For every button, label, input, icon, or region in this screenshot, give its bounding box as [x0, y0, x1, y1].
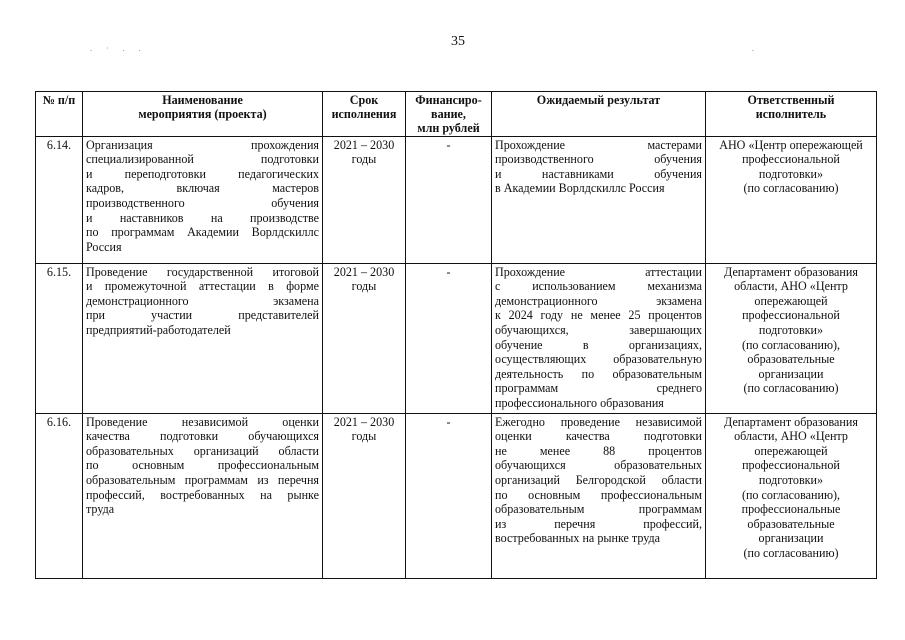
table-row [36, 263, 877, 413]
expected-result: Ежегодно проведение независимой оценки качества подготовки не менее 88 процентов обучающихся образовательных организаций Белгородской области по основным профессиональным образовательным программам из перечня профессий, востребованных на рынке труда [492, 413, 706, 578]
header-result: Ожидаемый результат [492, 92, 706, 137]
measure-name: Организация прохождения специализированной подготовки и переподготовки педагогических кадров, включая мастеров производственного обучения и наставников на производстве по программам Академии Ворлдскиллс Россия [83, 136, 323, 263]
table-row [36, 136, 877, 263]
scan-specks-right: . [752, 44, 760, 53]
header-finance: Финансиро- вание, млн рублей [406, 92, 492, 137]
header-term: Срок исполнения [323, 92, 406, 137]
term: 2021 – 2030 годы [323, 413, 406, 578]
header-responsible: Ответственный исполнитель [706, 92, 877, 137]
term: 2021 – 2030 годы [323, 136, 406, 263]
header-num: № п/п [36, 92, 83, 137]
expected-result: Прохождение аттестации с использованием механизма демонстрационного экзамена к 2024 году не менее 25 процентов обучающихся, завершающих обучение в организациях, осуществляющих образовательную деятельность по образовательным программам среднего профессионального образования [492, 263, 706, 413]
term: 2021 – 2030 годы [323, 263, 406, 413]
scan-specks-left: . · . . [90, 44, 147, 53]
row-number: 6.16. [36, 413, 83, 578]
table-header-row [36, 92, 877, 137]
measures-table [35, 91, 877, 579]
finance: - [406, 263, 492, 413]
row-number: 6.14. [36, 136, 83, 263]
measure-name: Проведение государственной итоговой и промежуточной аттестации в форме демонстрационного экзамена при участии представителей предприятий-работодателей [83, 263, 323, 413]
header-name: Наименование мероприятия (проекта) [83, 92, 323, 137]
finance: - [406, 136, 492, 263]
responsible: Департамент образования области, АНО «Центр опережающей профессиональной подготовки» (по согласованию), образовательные организации (по согласованию) [706, 263, 877, 413]
table-row [36, 413, 877, 578]
responsible: Департамент образования области, АНО «Центр опережающей профессиональной подготовки» (по согласованию), профессиональные образовательные организации (по согласованию) [706, 413, 877, 578]
expected-result: Прохождение мастерами производственного обучения и наставниками обучения в Академии Ворлдскиллс Россия [492, 136, 706, 263]
responsible: АНО «Центр опережающей профессиональной подготовки» (по согласованию) [706, 136, 877, 263]
page-number: 35 [451, 34, 465, 49]
row-number: 6.15. [36, 263, 83, 413]
measure-name: Проведение независимой оценки качества подготовки обучающихся образовательных организаций области по основным профессиональным образовательным программам из перечня профессий, востребованных на рынке труда [83, 413, 323, 578]
finance: - [406, 413, 492, 578]
